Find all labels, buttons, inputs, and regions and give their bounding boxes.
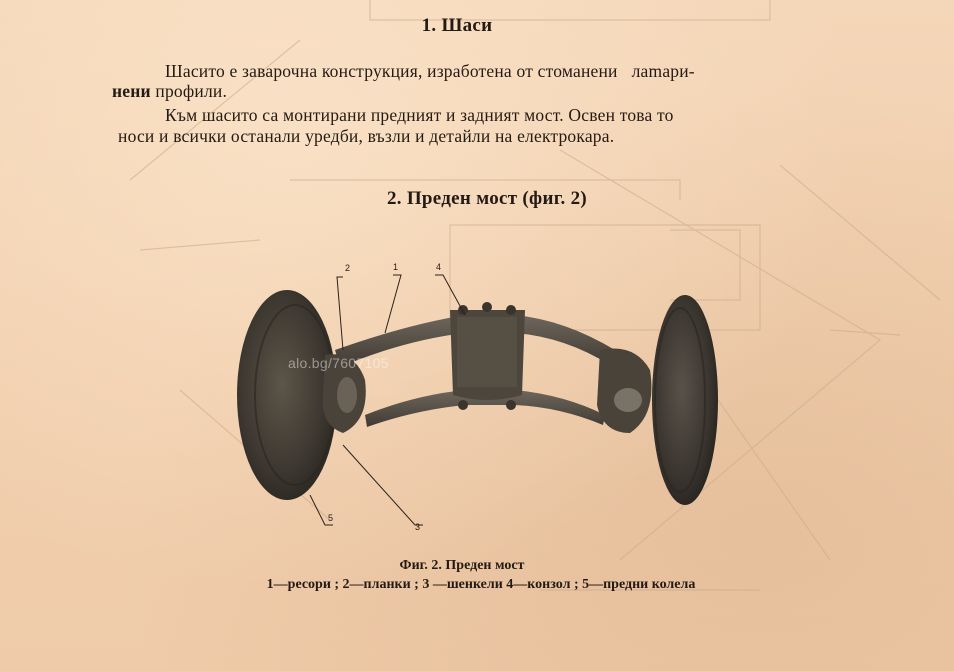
figure-caption-legend: 1—ресори ; 2—планки ; 3 —шенкели 4—конзол ; 5—предни колела — [266, 577, 696, 592]
callout-3: 3 — [415, 522, 421, 532]
callout-2: 2 — [345, 263, 351, 273]
paragraph-line: носи и всички останали уредби, възли и детайли на електрокара. — [118, 126, 615, 146]
right-wheel — [652, 295, 718, 505]
watermark: alo.bg/7607105 — [288, 355, 389, 371]
paragraph-text: профили. — [155, 81, 228, 101]
section-heading-chassis: 1. Шаси — [421, 15, 493, 36]
callout-1: 1 — [393, 262, 399, 272]
paragraph-line — [112, 80, 227, 102]
paragraph-line — [165, 60, 695, 82]
callout-4: 4 — [436, 262, 442, 272]
paragraph-text: нени — [112, 81, 151, 101]
paragraph-text: лamapи- — [631, 61, 695, 81]
front-axle-figure — [225, 255, 725, 545]
callout-5: 5 — [328, 513, 334, 523]
paragraph-text: Шасито е заварочна конструкция, изработена от стоманени — [165, 61, 618, 81]
figure-caption-title: Фиг. 2. Преден мост — [399, 558, 525, 573]
paragraph-line: Към шасито са монтирани предният и задният мост. Освен това то — [165, 105, 674, 125]
left-wheel — [237, 290, 337, 500]
section-heading-front-axle: 2. Преден мост (фиг. 2) — [386, 188, 588, 209]
